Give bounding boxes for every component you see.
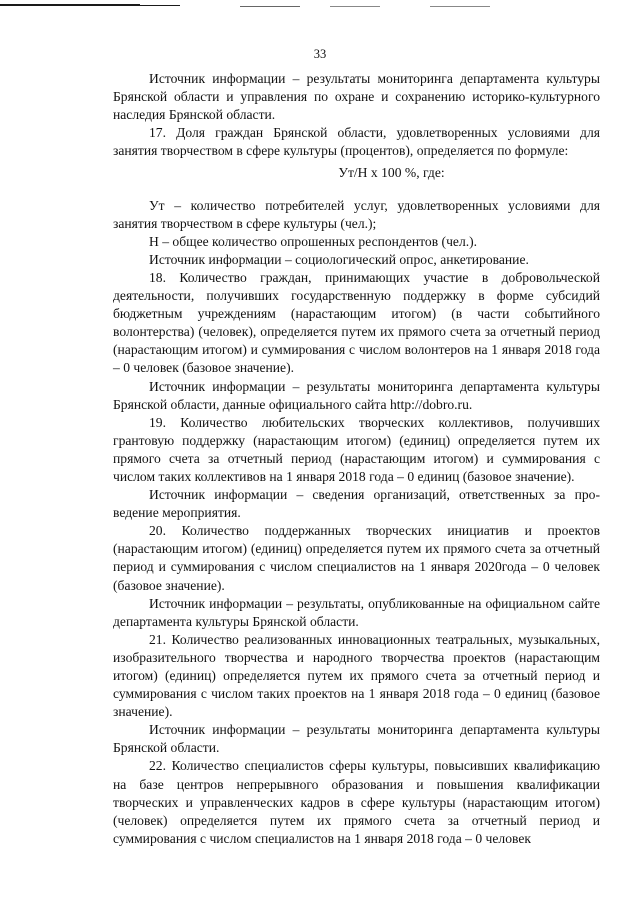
paragraph: Н – общее количество опрошенных респондентов (чел.). — [149, 233, 478, 249]
paragraph: 17. Доля граждан Брянской области, удовлетворенных условиями для занятия творчеством в сфере культуры (процентов), определяется по формуле: — [113, 125, 600, 159]
paragraph: 20. Количество поддержанных творческих инициатив и проектов (нарастающим итогом) (единиц) определяется путем их прямого счета за отчетный период и суммирования с числом специалистов на 1 января 2020года – 0 человек (базовое значение). — [113, 523, 600, 593]
paragraph: Источник информации – результаты мониторинга департамента культуры Брянской области. — [113, 722, 600, 756]
paragraph: Источник информации – результаты мониторинга департамента культуры Брянской области, данные официального сайта http://dobro.ru. — [113, 378, 600, 412]
paragraph: Источник информации – результаты мониторинга департамента культуры Брянской области и управления по охране и сохранению историко-культурного наследия Брянской области. — [113, 71, 600, 123]
paragraph: 19. Количество любительских творческих коллективов, получивших грантовую поддержку (нарастающим итогом) (единиц) определяется путем их прямого счета за отчетный период (нарастающим итогом) и суммирования с числом таких коллективов на 1 января 2018 года – 0 единиц (базовое значение). — [113, 414, 600, 484]
paragraph: Источник информации – результаты, опубликованные на официальном сайте департамента культуры Брянской области. — [113, 595, 600, 629]
formula: Ут/Н х 100 %, где: — [338, 165, 445, 181]
document-body — [113, 70, 600, 848]
paragraph: 18. Количество граждан, принимающих участие в добровольческой деятельности, получивших государственную поддержку в форме субсидий бюджетным учреждениям (нарастающим итогом) (в части событийного волонтерства) (человек), определяется путем их прямого счета за отчетный период (нарастающим итогом) и суммирования с числом волонтеров на 1 января 2018 года – 0 человек (базовое значение). — [113, 269, 600, 376]
paragraph: Источник информации – социологический опрос, анкетирование. — [149, 251, 529, 267]
paragraph: 22. Количество специалистов сферы культуры, повысивших квалификацию на базе центров непрерывного образования и повышения квалификации творческих и управленческих кадров в сфере культуры (нарастающим итогом) (человек) определяется путем их прямого счета за отчетный период и суммирования с числом специалистов на 1 января 2018 года – 0 человек — [113, 758, 600, 846]
paragraph: Источник информации – сведения организаций, ответственных за проведение мероприятия. — [113, 487, 600, 521]
paragraph: Ут – количество потребителей услуг, удовлетворенных условиями для занятия творчеством в сфере культуры (чел.); — [113, 197, 600, 231]
page-number: 33 — [313, 47, 327, 61]
scan-artifact-line — [0, 4, 640, 10]
paragraph: 21. Количество реализованных инновационных театральных, музыкальных, изобразительного творчества и народного творчества проектов (нарастающим итогом) (единиц) определяется путем их прямого счета за отчетный период и суммирования с числом таких проектов на 1 января 2018 года – 0 единиц (базовое значение). — [113, 631, 600, 720]
